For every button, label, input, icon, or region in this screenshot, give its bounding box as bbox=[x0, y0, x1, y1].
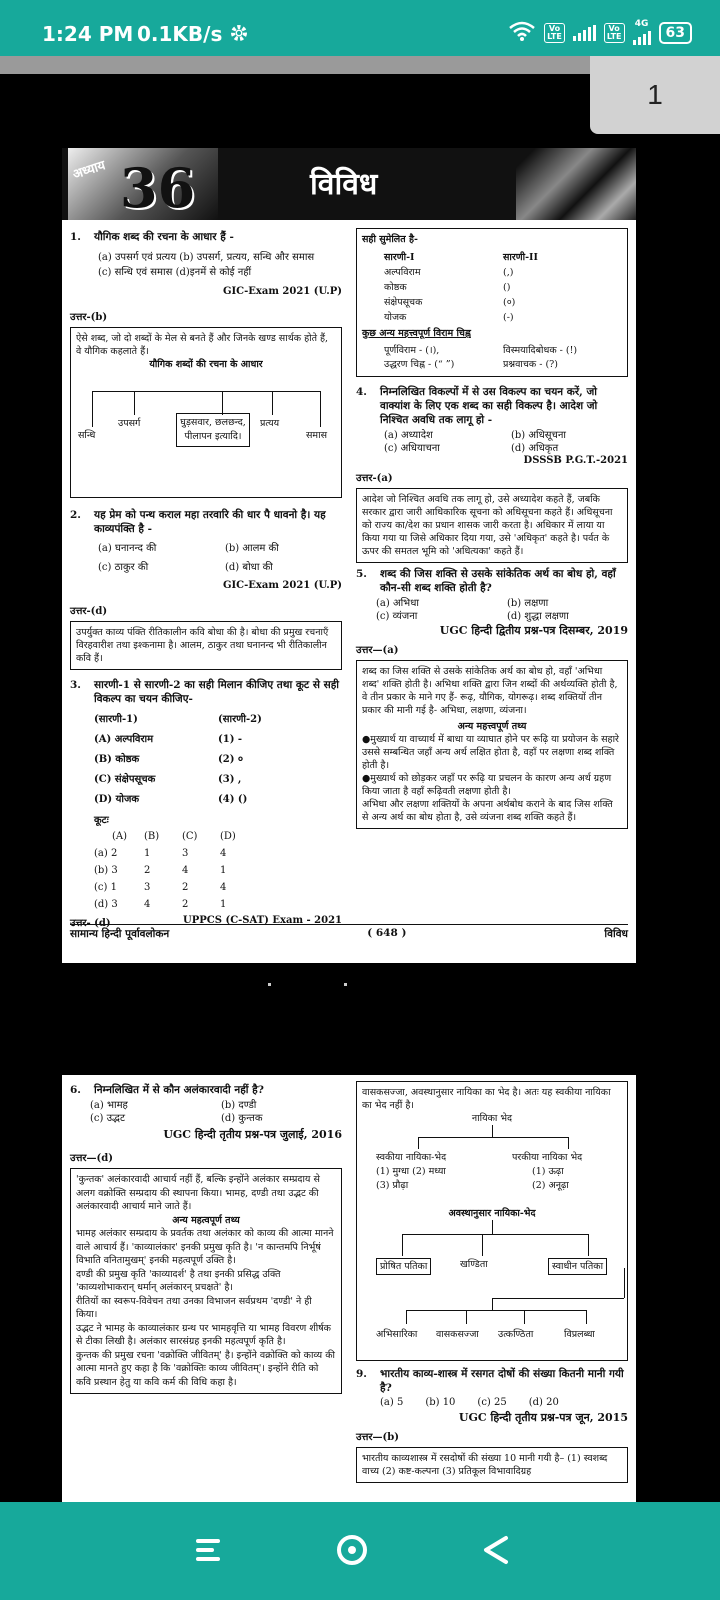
question-number: 1. bbox=[70, 231, 81, 243]
tree-node-examples: घुड़सवार, छलछन्द, पीलापन इत्यादि। bbox=[176, 413, 250, 447]
option-d: (d) शुद्धा लक्षणा bbox=[507, 611, 569, 622]
fact-item: उद्भट ने भामह के काव्यालंकार ग्रन्थ पर भामहवृत्ति या भामह विवरण शीर्षक से टीका लिखी है। अलंकार सारसंग्रह इनकी महत्वपूर्ण कृति है। bbox=[76, 1322, 331, 1347]
table-cell: (B) कोष्ठक bbox=[94, 754, 140, 765]
table-cell: अल्पविराम bbox=[384, 267, 421, 278]
kut-cell: 4 bbox=[220, 848, 227, 859]
back-button[interactable] bbox=[476, 1530, 516, 1570]
table-cell: (A) अल्पविराम bbox=[94, 734, 154, 745]
kut-cell: (a) 2 bbox=[94, 848, 118, 859]
answer-label: उत्तर—(a) bbox=[356, 645, 399, 656]
tree-node: (3) प्रौढ़ा bbox=[376, 1180, 409, 1191]
question-text: शब्द की जिस शक्ति से उसके सांकेतिक अर्थ का बोध हो, वहाँ कौन-सी शब्द शक्ति होती है? bbox=[380, 568, 616, 594]
fact-item: भामह अलंकार सम्प्रदाय के प्रवर्तक तथा अलंकार को काव्य की आत्मा मानने वाले आचार्य हैं। 'काव्यालंकार' इनकी प्रमुख कृति है। 'न कान्तमपि निर्भूषं विभाति वनितामुखम्' इनकी महत्वपूर्ण उक्ति है। bbox=[76, 1228, 334, 1266]
question-text: यह प्रेम को पन्थ कराल महा तरवारि की धार पै धावनो है। यह काव्यपंक्ति है - bbox=[94, 509, 326, 535]
table-cell: संक्षेपसूचक bbox=[384, 297, 423, 308]
fact-item: रीतियों का स्वरूप-विवेचन तथा उनका विभाजन सर्वप्रथम 'दण्डी' ने ही किया। bbox=[76, 1295, 312, 1320]
answer-label: उत्तर—(d) bbox=[70, 1153, 113, 1164]
status-time: 1:24 PM bbox=[42, 22, 134, 46]
list-item: उद्धरण चिह्न - (“ ”) bbox=[384, 359, 455, 370]
table-cell: (C) संक्षेपसूचक bbox=[94, 774, 156, 785]
kut-cell: 2 bbox=[144, 865, 151, 876]
kut-head: (A) bbox=[112, 831, 128, 842]
kut-cell: 4 bbox=[220, 882, 227, 893]
exam-source: UGC हिन्दी तृतीय प्रश्न-पत्र जून, 2015 bbox=[458, 1411, 628, 1424]
tree-node: स्वाधीन पतिका bbox=[548, 1258, 607, 1275]
table-cell: () bbox=[503, 282, 511, 293]
answer-label: उत्तर-(a) bbox=[356, 473, 393, 484]
right-column bbox=[356, 1081, 628, 1483]
tree-node-sandhi: सन्धि bbox=[78, 430, 96, 441]
explanation-box: आदेश जो निश्चित अवधि तक लागू हो, उसे अध्यादेश कहते हैं, जबकि सरकार द्वारा जारी आधिकारिक सूचना को अधिसूचना कहते हैं। अधिसूचना को राज्य का/देश का प्रधान शासक जारी करता है। अधिकार में लाया या किया गया या जिसे अधिकार दिया गया, उसे 'अधिकृत' कहते है। पर्वत के ऊपर की समतल भूमि को 'अधित्यका' कहते हैं। bbox=[356, 488, 628, 563]
exam-source: UPPCS (C-SAT) Exam - 2021 bbox=[183, 915, 342, 926]
question-text: भारतीय काव्य-शास्त्र में रसगत दोषों की संख्या कितनी मानी गयी है? bbox=[380, 1368, 624, 1394]
question-number: 5. bbox=[356, 568, 367, 580]
signal-bars-4g-icon bbox=[633, 29, 651, 45]
explanation-text: शब्द का जिस शक्ति से उसके सांकेतिक अर्थ का बोध हो, वहाँ 'अभिधा शब्द' शक्ति होती है। अभिधा शक्ति द्वारा जिन शब्दों की अर्थव्यक्ति होती है, वे तीन प्रकार के माने गए हैं- रूढ़, यौगिक, योगरूढ़। शब्द शक्तियों तीन प्रकार की मानी गई है- अभिधा, लक्षणा, व्यंजना। bbox=[362, 666, 618, 716]
tree-node: प्रोषित पतिका bbox=[376, 1258, 431, 1275]
kut-cell: (d) 3 bbox=[94, 899, 118, 910]
options bbox=[356, 429, 628, 455]
question-number: 4. bbox=[356, 386, 367, 398]
match-answer-box bbox=[356, 228, 628, 377]
nayika-box bbox=[356, 1081, 628, 1361]
option-d: (d) कुन्तक bbox=[221, 1113, 263, 1124]
option-a: (a) 5 bbox=[380, 1397, 404, 1408]
network-type-label: 4G bbox=[634, 19, 649, 29]
volte-icon-2: Vo LTE bbox=[604, 23, 625, 43]
option-b: (b) आलम की bbox=[225, 543, 279, 554]
exam-source: GIC-Exam 2021 (U.P) bbox=[222, 580, 342, 591]
question-3 bbox=[70, 678, 342, 706]
question-number: 9. bbox=[356, 1368, 367, 1380]
kut-cell: (c) 1 bbox=[94, 882, 117, 893]
question-number: 2. bbox=[70, 509, 81, 521]
table-cell: कोष्ठक bbox=[384, 282, 407, 293]
kut-label: कूटः bbox=[94, 815, 109, 826]
answer-label: उत्तर- (d) bbox=[70, 918, 111, 929]
network-speed: 0.1KB/s bbox=[137, 22, 223, 46]
exam-source: UGC हिन्दी द्वितीय प्रश्न-पत्र दिसम्बर, 2019 bbox=[439, 624, 628, 637]
option-a: (a) अभिधा bbox=[376, 598, 419, 609]
answer-label: उत्तर-(d) bbox=[70, 606, 108, 617]
answer-table bbox=[362, 250, 622, 325]
signal-bars-icon bbox=[573, 25, 596, 41]
kut-cell: (b) 3 bbox=[94, 865, 118, 876]
table-head: सारणी-II bbox=[503, 252, 538, 263]
question-1 bbox=[70, 230, 342, 244]
document-page-648 bbox=[62, 148, 636, 963]
kut-cell: 1 bbox=[144, 848, 151, 859]
explanation-box bbox=[356, 660, 628, 829]
option-c: (c) उद्भट bbox=[90, 1113, 125, 1124]
kut-cell: 2 bbox=[182, 899, 189, 910]
table-cell: योजक bbox=[384, 312, 407, 323]
fact-item: कुन्तक की प्रमुख रचना 'वक्रोक्ति जीवितम्' है। इन्होंने वक्रोक्ति को काव्य की आत्मा मानते हुए कहा है कि 'वक्रोक्तिः काव्य जीवितम्'। इन्होंने रीति को कवि प्रस्थान हेतु या कवि कर्म की विधि कहा है। bbox=[76, 1349, 335, 1388]
list-item: पूर्णविराम - (।), bbox=[384, 345, 440, 356]
question-text: यौगिक शब्द की रचना के आधार हैं - bbox=[94, 231, 234, 243]
fact-item: ●मुख्यार्थ को छोड़कर जहाँ पर रूढ़ि या प्रचलन के कारण अन्य अर्थ ग्रहण किया जाता है वहाँ रूढ़िवती लक्षणा होती है। bbox=[362, 773, 612, 797]
battery-indicator: 63 bbox=[659, 22, 692, 44]
page-footer bbox=[70, 924, 628, 941]
fact-item: अभिधा और लक्षणा शक्तियों के अपना अर्थबोध कराने के बाद जिस शक्ति से अन्य अर्थ का बोध होता है, उसे व्यंजना शब्द शक्ति कहते हैं। bbox=[362, 799, 613, 823]
punctuation-list bbox=[362, 344, 622, 372]
chapter-number: 36 bbox=[120, 156, 196, 220]
footer-book-title: सामान्य हिन्दी पूर्वावलोकन bbox=[70, 928, 170, 940]
option-a: (a) घनानन्द की bbox=[98, 543, 157, 554]
footer-chapter: विविध bbox=[604, 928, 628, 940]
formation-tree bbox=[76, 375, 336, 493]
options bbox=[356, 597, 628, 623]
fact-item: दण्डी की प्रमुख कृति 'काव्यादर्श' है तथा इनकी प्रसिद्ध उक्ति 'काव्यशोभाकरान् धर्मान् अलंकारन् प्रचक्षते' है। bbox=[76, 1268, 281, 1293]
chapter-header-ornament bbox=[516, 148, 636, 220]
home-button[interactable] bbox=[332, 1530, 372, 1570]
kut-head: (B) bbox=[144, 831, 160, 842]
kut-cell: 3 bbox=[182, 848, 189, 859]
avastha-tree bbox=[362, 1220, 622, 1356]
option-c: (c) व्यंजना bbox=[376, 611, 418, 622]
tree-node-samas: समास bbox=[306, 430, 327, 441]
table-cell: (,) bbox=[503, 267, 514, 278]
status-bar bbox=[0, 0, 720, 56]
option-b: (b) 10 bbox=[425, 1397, 456, 1408]
explanation-text: 'कुन्तक' अलंकारवादी आचार्य नहीं हैं, बल्कि इन्होंने अलंकार सम्प्रदाय से अलग वक्रोक्ति सम्प्रदाय की स्थापना किया। भामह, दण्डी तथा उद्भट की अलंकारवादी आचार्य माने जाते हैं। bbox=[76, 1174, 320, 1212]
table-cell: (D) योजक bbox=[94, 794, 140, 805]
list-item: विस्मयादिबोधक - (!) bbox=[503, 345, 578, 356]
right-column bbox=[356, 228, 628, 829]
option-c: (c) 25 bbox=[477, 1397, 507, 1408]
table-head: सारणी-I bbox=[384, 252, 415, 263]
list-item: प्रश्नवाचक - (?) bbox=[503, 359, 558, 370]
option-b: (b) अधिसूचना bbox=[511, 430, 567, 441]
exam-source: GIC-Exam 2021 (U.P) bbox=[222, 286, 342, 297]
facts-title: अन्य महत्त्वपूर्ण तथ्य bbox=[457, 721, 527, 732]
kut-table bbox=[70, 828, 342, 913]
settings-gear-icon bbox=[228, 22, 250, 44]
explanation-box bbox=[70, 1168, 342, 1394]
kut-cell: 4 bbox=[182, 865, 189, 876]
option-line: (a) उपसर्ग एवं प्रत्यय (b) उपसर्ग, प्रत्यय, सन्धि और समास bbox=[98, 252, 315, 263]
option-d: (d) बोधा की bbox=[225, 562, 273, 573]
option-c: (c) ठाकुर की bbox=[98, 562, 149, 573]
kut-cell: 4 bbox=[144, 899, 151, 910]
table-cell: (4) () bbox=[218, 794, 248, 805]
chapter-label: अध्याय bbox=[70, 158, 108, 183]
option-c: (c) अधियाचना bbox=[384, 443, 440, 454]
scroll-gap-marks bbox=[268, 983, 348, 989]
table-cell: (०) bbox=[503, 297, 516, 308]
table-head: (सारणी-2) bbox=[218, 714, 262, 725]
parakiya-group bbox=[512, 1151, 582, 1193]
chapter-header bbox=[62, 148, 636, 220]
question-text: निम्नलिखित में से कौन अलंकारवादी नहीं है? bbox=[94, 1084, 264, 1096]
question-6 bbox=[70, 1083, 342, 1097]
option-b: (b) लक्षणा bbox=[507, 598, 549, 609]
tree-node: विप्रलब्धा bbox=[564, 1329, 595, 1340]
tree-node-pratyay: प्रत्यय bbox=[260, 418, 280, 429]
table-cell: (-) bbox=[503, 312, 514, 323]
navigation-bar bbox=[0, 1502, 720, 1600]
left-column bbox=[70, 1081, 342, 1394]
wifi-icon bbox=[508, 21, 536, 45]
question-2 bbox=[70, 508, 342, 536]
tree-title: यौगिक शब्दों की रचना के आधार bbox=[149, 359, 263, 370]
answer-label: उत्तर—(b) bbox=[356, 1432, 399, 1443]
left-column bbox=[70, 228, 342, 929]
tree-node: वासकसज्जा bbox=[436, 1329, 479, 1340]
page-number-badge[interactable]: 1 bbox=[590, 56, 720, 134]
svakiya-group bbox=[376, 1151, 446, 1193]
menu-button[interactable] bbox=[190, 1530, 230, 1570]
tree-node: (1) ऊढ़ा bbox=[532, 1166, 564, 1177]
option-d: (d) अधिकृत bbox=[511, 443, 559, 454]
tree-node: परकीया नायिका भेद bbox=[512, 1152, 583, 1163]
explanation-text: ऐसे शब्द, जो दो शब्दों के मेल से बनते हैं और जिनके खण्ड सार्थक होते हैं, वे यौगिक कहलाते हैं। bbox=[76, 333, 329, 357]
exam-source: UGC हिन्दी तृतीय प्रश्न-पत्र जुलाई, 2016 bbox=[163, 1128, 342, 1141]
nayika-tree bbox=[362, 1125, 622, 1207]
options bbox=[356, 1397, 628, 1408]
option-d: (d) 20 bbox=[528, 1397, 559, 1408]
facts-title: अन्य महत्वपूर्ण तथ्य bbox=[172, 1214, 240, 1226]
tree-title: अवस्थानुसार नायिका-भेद bbox=[448, 1208, 536, 1219]
question-text: सारणी-1 से सारणी-2 का सही मिलान कीजिए तथा कूट से सही विकल्प का चयन कीजिए- bbox=[94, 679, 340, 705]
question-4 bbox=[356, 385, 628, 427]
tree-node: उत्कण्ठिता bbox=[498, 1329, 534, 1340]
explanation-text: वासकसज्जा, अवस्थानुसार नायिका का भेद है। अतः यह स्वकीया नायिका का भेद नहीं है। bbox=[362, 1087, 611, 1111]
explanation-box bbox=[70, 327, 342, 498]
answer-intro: सही सुमेलित है- bbox=[362, 234, 418, 245]
footer-page-number: ( 648 ) bbox=[367, 927, 407, 939]
kut-cell: 1 bbox=[220, 865, 227, 876]
question-number: 3. bbox=[70, 679, 81, 691]
options bbox=[70, 542, 342, 574]
tree-title: नायिका भेद bbox=[471, 1113, 513, 1124]
option-b: (b) दण्डी bbox=[221, 1100, 257, 1111]
tree-node: खण्डिता bbox=[460, 1259, 488, 1270]
match-table bbox=[70, 710, 342, 810]
table-cell: (2) ० bbox=[218, 754, 244, 765]
signal-4g bbox=[633, 20, 651, 45]
question-number: 6. bbox=[70, 1084, 81, 1096]
subheading: कुछ अन्य महत्त्वपूर्ण विराम चिह्न bbox=[362, 328, 471, 339]
kut-head: (D) bbox=[220, 831, 236, 842]
kut-cell: 3 bbox=[144, 882, 151, 893]
explanation-box: उपर्युक्त काव्य पंक्ति रीतिकालीन कवि बोधा की है। बोधा की प्रमुख रचनाएँ विरहवारीश तथा इश्कनामा है। आलम, ठाकुर तथा घनानन्द भी रीतिकालीन कवि हैं। bbox=[70, 621, 342, 670]
document-page-649 bbox=[62, 1075, 636, 1505]
kut-head: (C) bbox=[182, 831, 198, 842]
question-5 bbox=[356, 567, 628, 595]
kut-cell: 1 bbox=[220, 899, 227, 910]
tree-node: अभिसारिका bbox=[376, 1329, 418, 1340]
back-triangle-icon bbox=[480, 1534, 512, 1566]
fact-item: ●मुख्यार्थ या वाच्यार्थ में बाधा या व्याघात होने पर रूढ़ि या प्रयोजन के सहारे उससे सम्बन्धित जहाँ अन्य अर्थ लक्षित होता है, वहाँ पर लक्षणा शब्द शक्ति होती है। bbox=[362, 734, 619, 771]
table-cell: (1) - bbox=[218, 734, 243, 745]
tree-node: (2) अनूढ़ा bbox=[532, 1180, 569, 1191]
menu-lines-icon bbox=[195, 1537, 225, 1563]
question-text: निम्नलिखित विकल्पों में से उस विकल्प का चयन करें, जो वाक्यांश के लिए एक शब्द का सही विकल्प है। आदेश जो निश्चित अवधि तक लागू हो - bbox=[380, 386, 598, 426]
option-a: (a) भामह bbox=[90, 1100, 128, 1111]
question-9 bbox=[356, 1367, 628, 1395]
tree-node: स्वकीया नायिका-भेद bbox=[376, 1152, 447, 1163]
options bbox=[70, 1099, 342, 1125]
explanation-box: भारतीय काव्यशास्त्र में रसदोषों की संख्या 10 मानी गयी है– (1) स्वशब्द वाच्य (2) कष्ट-कल्पना (3) प्रतिकूल विभावादिग्रह bbox=[356, 1447, 628, 1483]
table-cell: (3) , bbox=[218, 774, 242, 785]
kut-cell: 2 bbox=[182, 882, 189, 893]
home-circle-icon bbox=[335, 1533, 369, 1567]
option-a: (a) अध्यादेश bbox=[384, 430, 433, 441]
option-line: (c) सन्धि एवं समास (d)इनमें से कोई नहीं bbox=[98, 267, 252, 278]
answer-label: उत्तर-(b) bbox=[70, 312, 108, 323]
table-head: (सारणी-1) bbox=[94, 714, 138, 725]
chapter-title: विविध bbox=[310, 167, 378, 202]
tree-node-upsarg: उपसर्ग bbox=[118, 418, 141, 429]
exam-source: DSSSB P.G.T.-2021 bbox=[523, 455, 628, 466]
tree-node: (1) मुग्धा (2) मध्या bbox=[376, 1166, 446, 1177]
volte-icon: Vo LTE bbox=[544, 23, 565, 43]
